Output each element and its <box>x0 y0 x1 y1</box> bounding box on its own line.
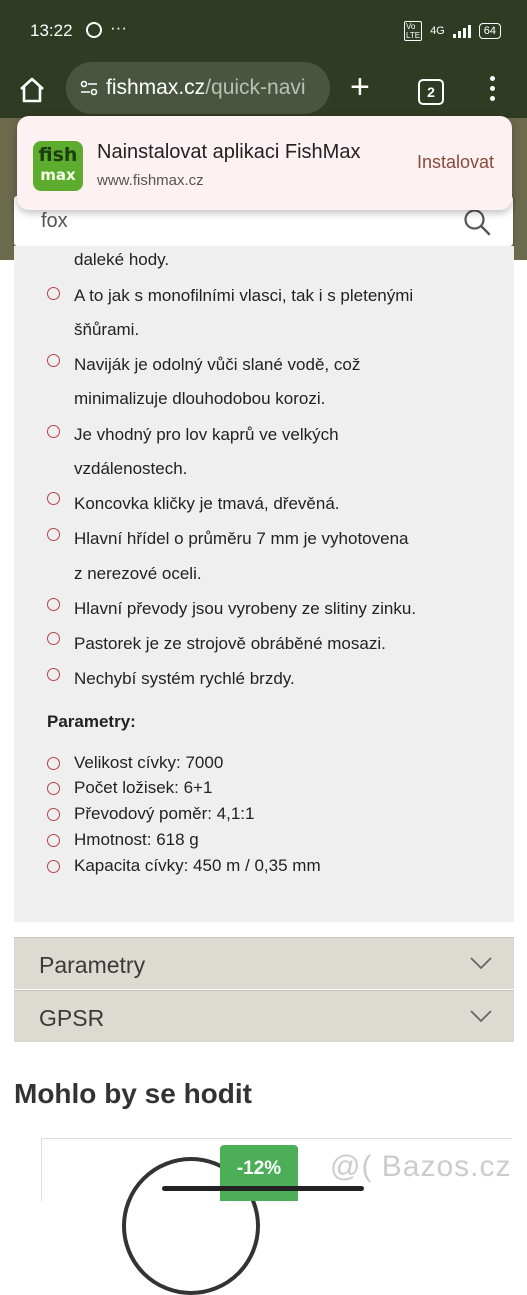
accordion-parametry[interactable] <box>14 937 514 989</box>
list-item: Koncovka kličky je tmavá, dřevěná. <box>74 494 340 513</box>
install-button[interactable]: Instalovat <box>416 152 494 172</box>
tab-switcher-button[interactable]: 2 <box>418 79 444 105</box>
signal-icon <box>453 24 471 38</box>
list-item: daleké hody. <box>74 250 170 269</box>
install-site: www.fishmax.cz <box>97 172 204 189</box>
accordion-label: GPSR <box>39 1005 105 1031</box>
status-icons <box>404 21 501 41</box>
accordion-gpsr[interactable] <box>14 990 514 1042</box>
list-item: minimalizuje dlouhodobou korozi. <box>74 389 326 408</box>
status-time: 13:22 <box>30 21 73 40</box>
watermark: @( Bazos.cz <box>330 1150 512 1183</box>
list-item: A to jak s monofilními vlasci, tak i s pletenými <box>74 286 414 305</box>
bullet-icon <box>47 287 60 300</box>
bullet-icon <box>47 632 60 645</box>
list-item: vzdálenostech. <box>74 459 188 478</box>
list-item: Pastorek je ze strojově obráběné mosazi. <box>74 634 386 653</box>
fishmax-logo <box>33 141 83 191</box>
list-item: Hlavní hřídel o průměru 7 mm je vyhotovena <box>74 529 409 548</box>
url-path: /quick-navi <box>205 76 306 99</box>
list-item: Naviják je odolný vůči slané vodě, což <box>74 355 361 374</box>
bullet-icon <box>47 425 60 438</box>
bullet-icon <box>47 782 60 795</box>
search-icon[interactable] <box>463 208 491 236</box>
overflow-menu-icon[interactable] <box>490 76 496 106</box>
logo-bottom: max <box>40 166 76 184</box>
list-item: šňůrami. <box>74 320 140 339</box>
parameter-item: Kapacita cívky: 450 m / 0,35 mm <box>74 856 321 875</box>
bullet-icon <box>47 860 60 873</box>
bullet-icon <box>47 528 60 541</box>
search-input[interactable]: fox <box>41 210 68 232</box>
list-item: Je vhodný pro lov kaprů ve velkých <box>74 425 339 444</box>
parameter-item: Hmotnost: 618 g <box>74 830 199 849</box>
url-host: fishmax.cz <box>106 76 206 99</box>
new-tab-button[interactable]: + <box>350 68 370 106</box>
more-notifications-icon: ··· <box>110 18 127 37</box>
parameters-heading: Parametry: <box>47 712 136 731</box>
list-item: Nechybí systém rychlé brzdy. <box>74 669 295 688</box>
site-settings-icon[interactable] <box>80 79 98 97</box>
bullet-icon <box>47 492 60 505</box>
bullet-icon <box>47 834 60 847</box>
chevron-down-icon <box>470 956 492 970</box>
battery-icon: 64 <box>479 23 501 39</box>
home-icon[interactable] <box>18 76 46 104</box>
parameter-item: Počet ložisek: 6+1 <box>74 778 213 797</box>
browser-toolbar <box>0 62 527 118</box>
volte-icon: Vo LTE <box>405 22 421 40</box>
related-heading: Mohlo by se hodit <box>14 1078 252 1109</box>
bullet-icon <box>47 757 60 770</box>
bullet-icon <box>47 354 60 367</box>
network-type: 4G <box>430 25 445 37</box>
parameter-item: Velikost cívky: 7000 <box>74 753 224 772</box>
install-app-banner[interactable] <box>17 116 512 210</box>
address-bar[interactable] <box>66 62 330 114</box>
bullet-icon <box>47 598 60 611</box>
bullet-icon <box>47 668 60 681</box>
url-text[interactable] <box>106 76 306 100</box>
logo-top: fish <box>38 144 78 166</box>
gesture-nav-bar[interactable] <box>162 1186 364 1191</box>
install-title: Nainstalovat aplikaci FishMax <box>97 141 361 163</box>
status-bar <box>0 0 527 62</box>
accordion-label: Parametry <box>39 952 146 978</box>
list-item: z nerezové oceli. <box>74 564 202 583</box>
chevron-down-icon <box>470 1009 492 1023</box>
parameter-item: Převodový poměr: 4,1:1 <box>74 804 255 823</box>
discount-badge: -12% <box>220 1145 298 1201</box>
whatsapp-icon <box>86 22 102 38</box>
bullet-icon <box>47 808 60 821</box>
list-item: Hlavní převody jsou vyrobeny ze slitiny zinku. <box>74 599 417 618</box>
